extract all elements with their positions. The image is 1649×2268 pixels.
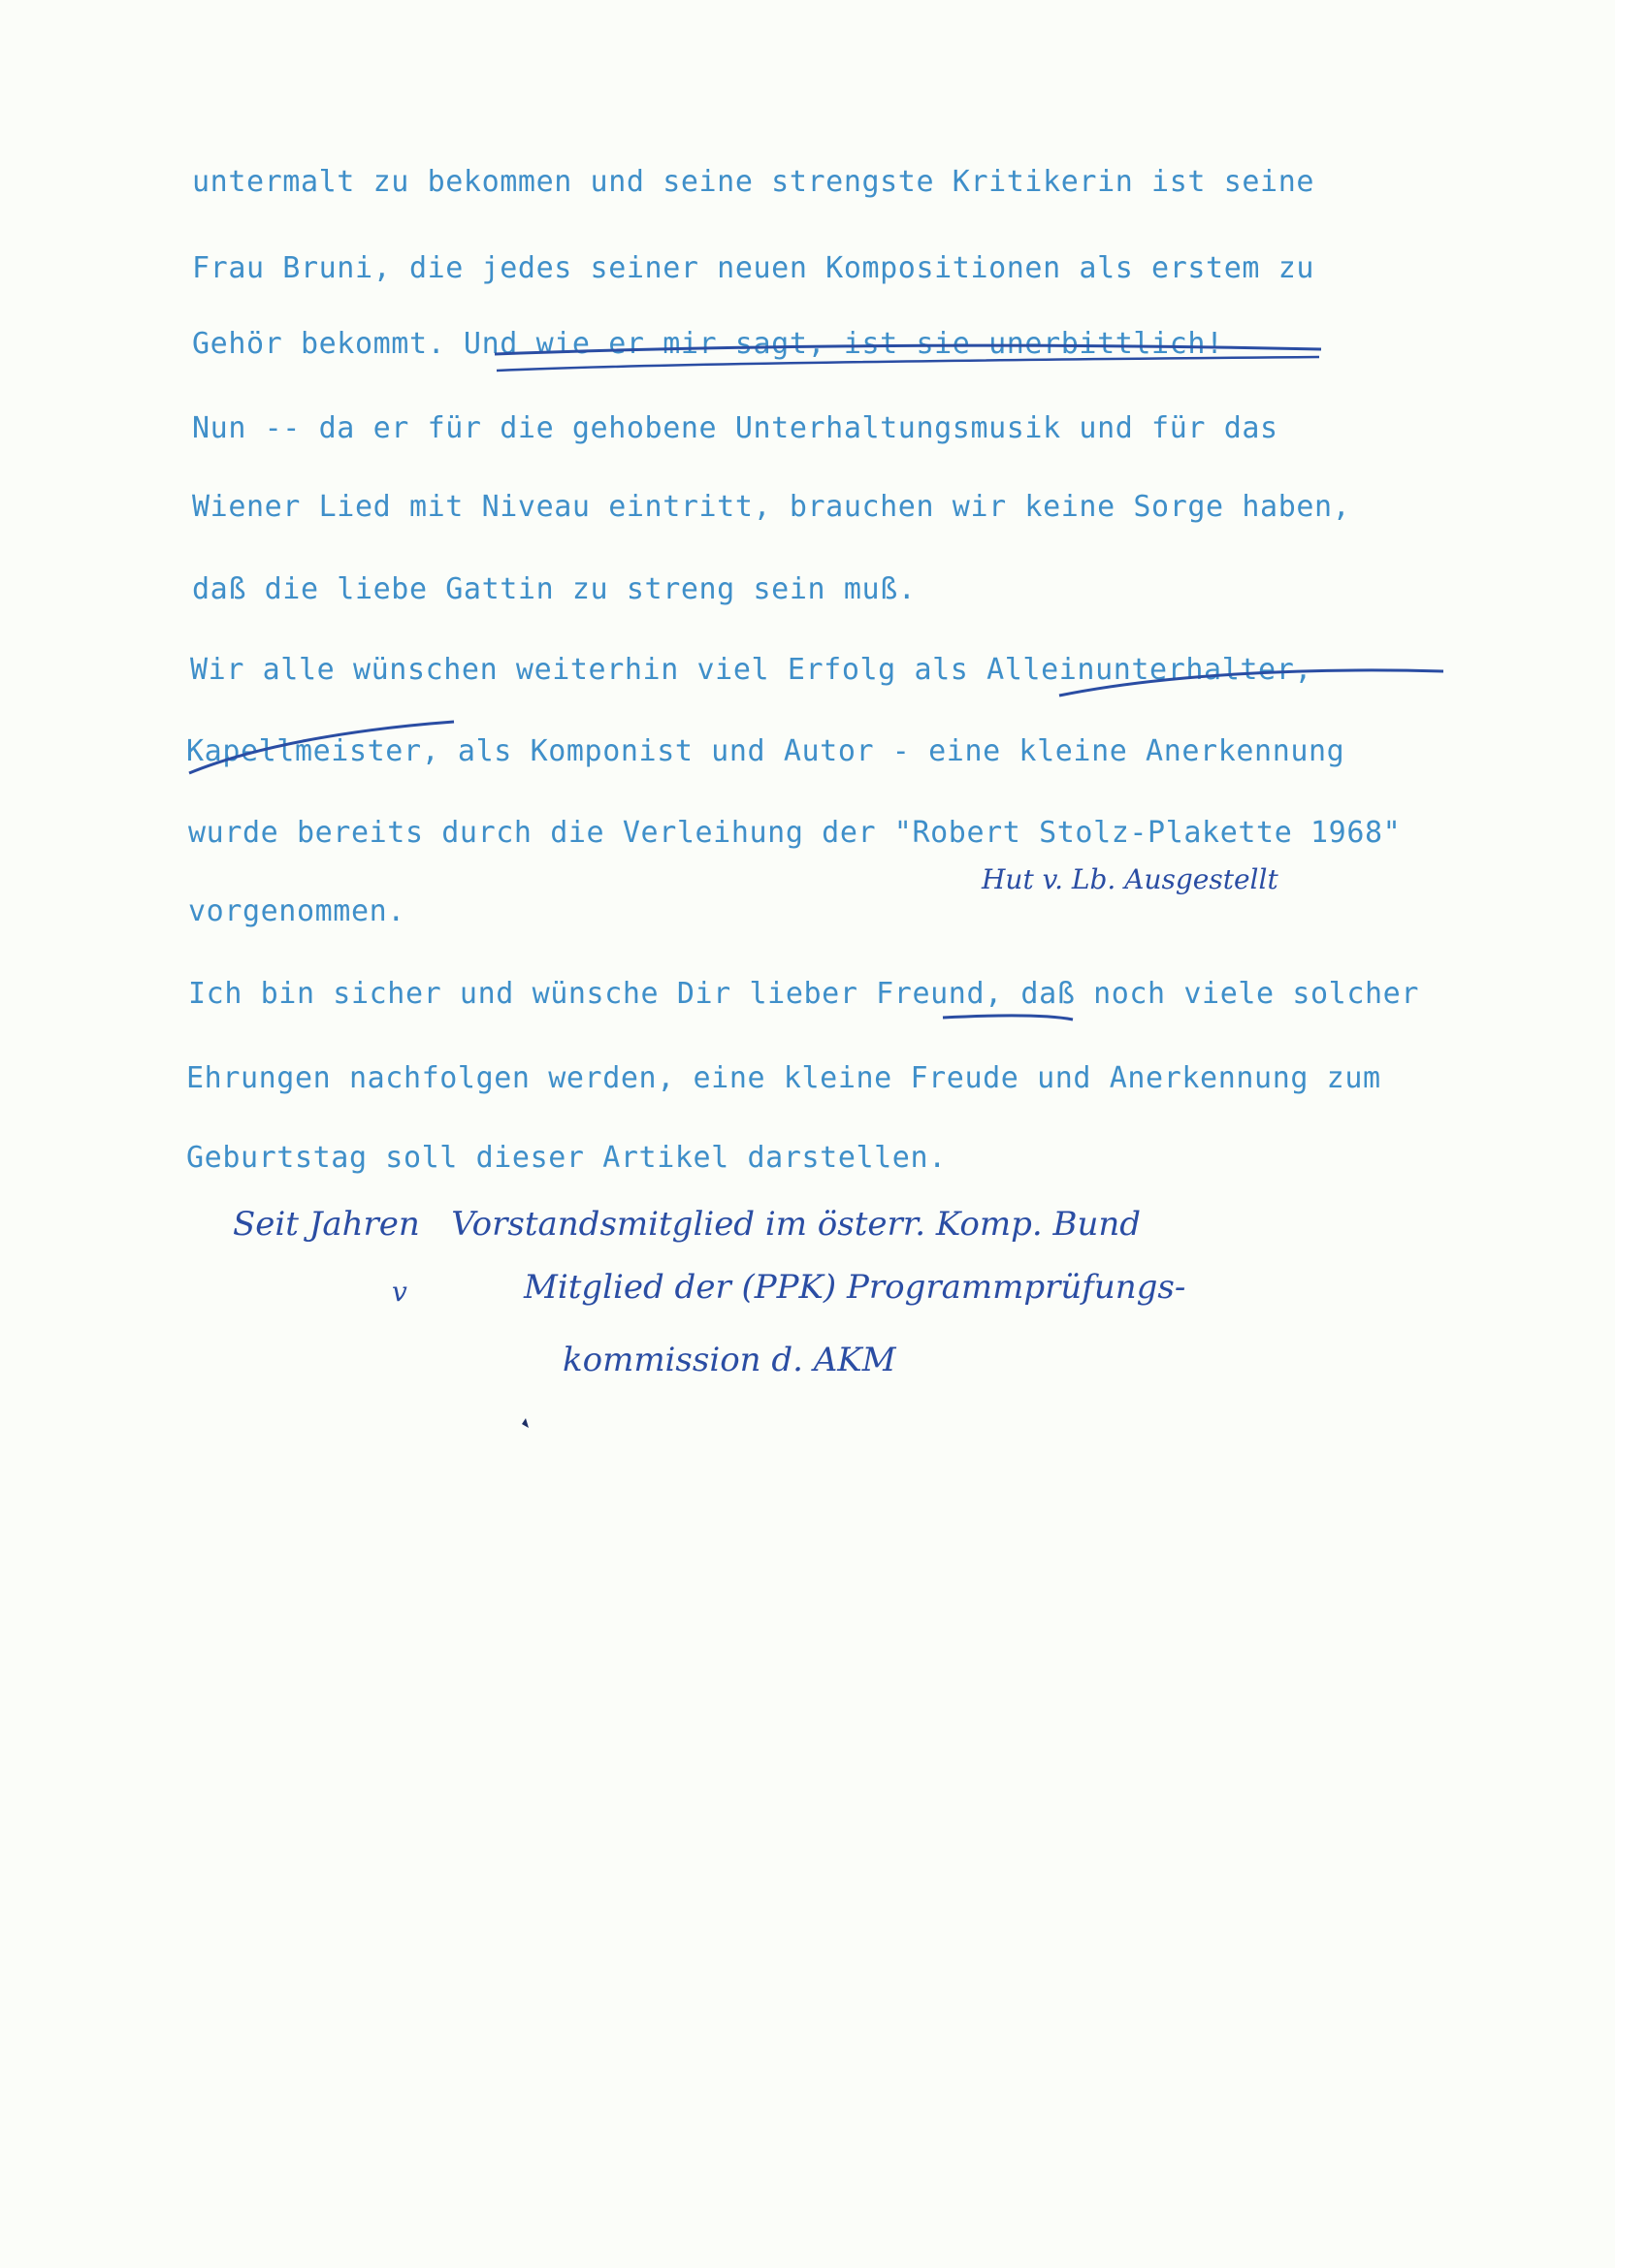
- handwritten-insertion: Hut v. Lb. Ausgestellt: [982, 863, 1278, 895]
- handwritten-caret: v: [392, 1276, 407, 1308]
- typed-line-11: Ich bin sicher und wünsche Dir lieber Freund, daß noch viele solcher: [188, 977, 1419, 1011]
- typed-line-2: Frau Bruni, die jedes seiner neuen Kompositionen als erstem zu: [192, 251, 1315, 285]
- ink-dot: [522, 1418, 529, 1428]
- underline-freund: [943, 1016, 1073, 1020]
- typed-line-1: untermalt zu bekommen und seine strengste Kritikerin ist seine: [192, 165, 1315, 199]
- underline-und-wie-er: [497, 357, 1319, 371]
- typed-line-7: Wir alle wünschen weiterhin viel Erfolg als Alleinunterhalter,: [190, 653, 1313, 687]
- typed-line-12: Ehrungen nachfolgen werden, eine kleine Freude und Anerkennung zum: [186, 1061, 1381, 1095]
- handwritten-note-line-1: Seit Jahren Vorstandsmitglied im österr. Komp. Bund: [233, 1205, 1142, 1244]
- typed-line-13: Geburtstag soll dieser Artikel darstellen.: [186, 1141, 947, 1175]
- strike-alleinunterhalter: [1059, 670, 1443, 696]
- typed-line-10: vorgenommen.: [188, 894, 405, 928]
- typed-line-8: Kapellmeister, als Komponist und Autor - eine kleine Anerkennung: [186, 734, 1345, 768]
- scan-margin: [1615, 0, 1649, 2268]
- typed-line-4: Nun -- da er für die gehobene Unterhaltungsmusik und für das: [192, 411, 1278, 445]
- typed-line-3: Gehör bekommt. Und wie er mir sagt, ist sie unerbittlich!: [192, 327, 1224, 361]
- strike-unerbittlich: [495, 345, 1321, 354]
- typed-line-5: Wiener Lied mit Niveau eintritt, brauchen wir keine Sorge haben,: [192, 490, 1351, 524]
- handwritten-note-line-3: kommission d. AKM: [563, 1341, 896, 1379]
- typed-line-9: wurde bereits durch die Verleihung der "Robert Stolz-Plakette 1968": [188, 816, 1402, 850]
- typed-line-6: daß die liebe Gattin zu streng sein muß.: [192, 572, 917, 606]
- strike-kapellmeister: [189, 722, 454, 773]
- handwritten-note-line-2: Mitglied der (PPK) Programmprüfungs-: [524, 1268, 1186, 1307]
